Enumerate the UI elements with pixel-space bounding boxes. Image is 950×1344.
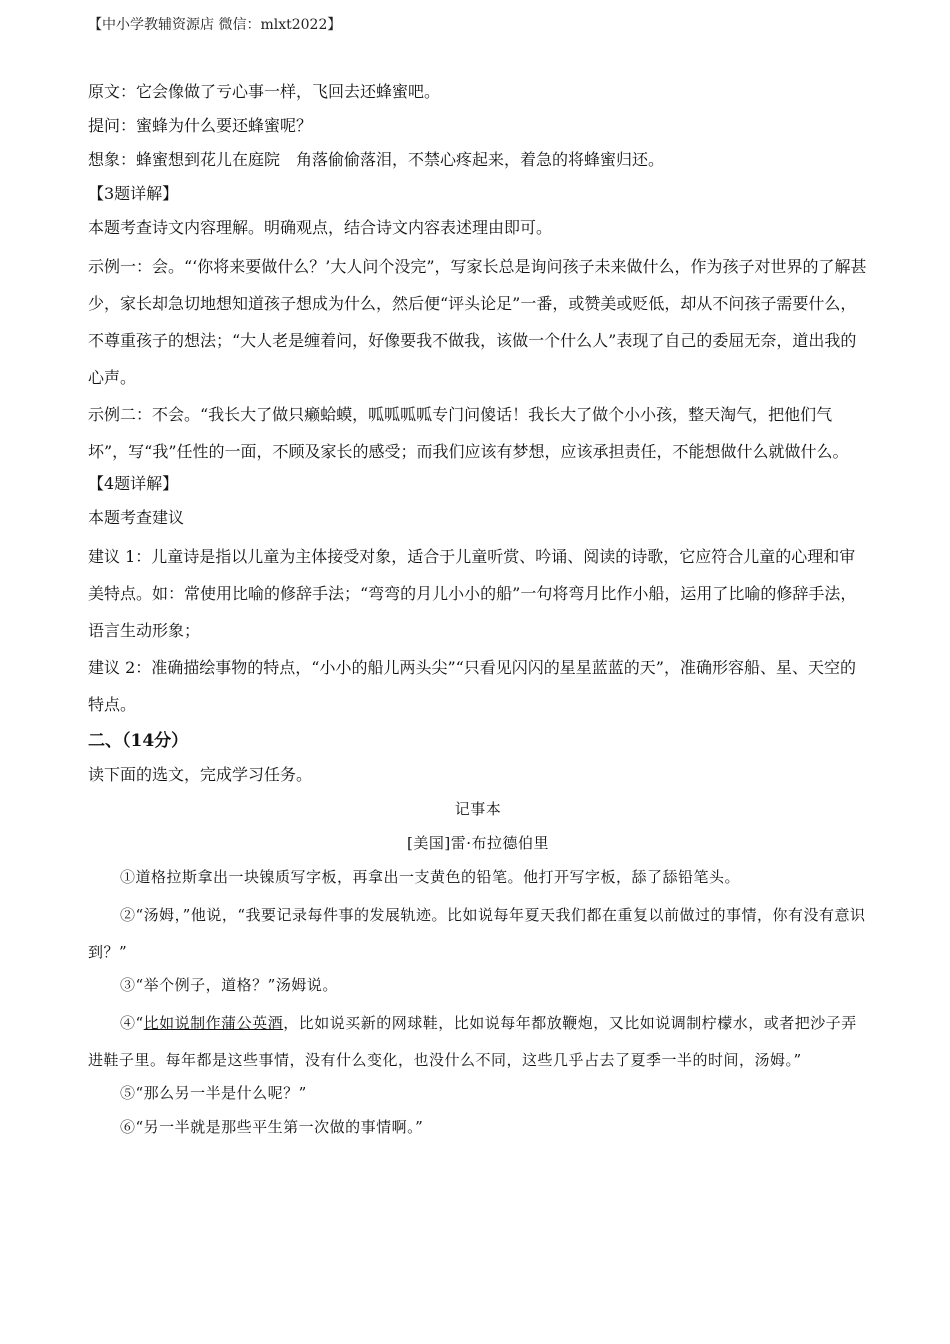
suggestion-two: 建议 2：准确描绘事物的特点，“小小的船儿两头尖”“只看见闪闪的星星蓝蓝的天”，准确形容船、星、天空的特点。 xyxy=(88,658,856,714)
original-text-line: 原文：它会像做了亏心事一样，飞回去还蜂蜜吧。 xyxy=(88,82,441,101)
example-two: 示例二：不会。“我长大了做只癞蛤蟆，呱呱呱呱专门问傻话！我长大了做个小小孩，整天淘气，把他们气坏”，写“我”任性的一面，不顾及家长的感受；而我们应该有梦想，应该承担责任，不能想做什么就做什么。 xyxy=(88,405,849,461)
underlined-phrase: 比如说制作蒲公英酒 xyxy=(143,1014,284,1032)
suggestion-one: 建议 1：儿童诗是指以儿童为主体接受对象，适合于儿童听赏、吟诵、阅读的诗歌，它应符合儿童的心理和审美特点。如：常使用比喻的修辞手法；“弯弯的月儿小小的船”一句将弯月比作小船，运用了比喻的修辞手法，语言生动形象； xyxy=(88,547,857,640)
story-author: [美国]雷·布拉德伯里 xyxy=(407,834,549,852)
question-line: 提问：蜜蜂为什么要还蜂蜜呢？ xyxy=(88,116,313,135)
section-two-heading: 二、（14分） xyxy=(88,731,189,751)
story-title: 记事本 xyxy=(454,800,502,818)
story-paragraph-4 xyxy=(88,1005,868,1079)
example-one: 示例一：会。“‘你将来要做什么？’大人问个没完”，写家长总是询问孩子未来做什么，作为孩子对世界的了解甚少，家长却急切地想知道孩子想成为什么，然后便“评头论足”一番，或赞美或贬低，却从不问孩子需要什么，不尊重孩子的想法；“大人老是缠着问，好像要我不做我，该做一个什么人”表现了自己的委屈无奈，道出我的心声。 xyxy=(88,257,867,387)
q3-heading: 【3题详解】 xyxy=(88,184,179,203)
story-paragraph-1: ①道格拉斯拿出一块镍质写字板，再拿出一支黄色的铅笔。他打开写字板，舔了舔铅笔头。 xyxy=(120,868,741,886)
imagination-part-a: 想象：蜂蜜想到花儿在庭院 xyxy=(88,150,281,169)
imagination-line xyxy=(88,146,868,174)
story-paragraph-2: ②“汤姆，”他说，“我要记录每件事的发展轨迹。比如说每年夏天我们都在重复以前做过的事情，你有没有意识到？” xyxy=(88,906,866,961)
page-header-watermark: 【中小学教辅资源店 微信：mlxt2022】 xyxy=(88,17,342,33)
story-paragraph-6: ⑥“另一半就是那些平生第一次做的事情啊。” xyxy=(120,1118,424,1136)
paragraph-4-rest: ，比如说买新的网球鞋，比如说每年都放鞭炮，又比如说调制柠檬水，或者把沙子弄进鞋子里。每年都是这些事情，没有什么变化，也没什么不同，这些几乎占去了夏季一半的时间，汤姆。” xyxy=(88,1014,857,1069)
q4-heading: 【4题详解】 xyxy=(88,474,179,493)
imagination-part-b: 角落偷偷落泪，不禁心疼起来，着急的将蜂蜜归还。 xyxy=(296,150,665,169)
q4-intro: 本题考查建议 xyxy=(88,508,185,527)
story-paragraph-3: ③“举个例子，道格？”汤姆说。 xyxy=(120,976,338,994)
section-two-instruction: 读下面的选文，完成学习任务。 xyxy=(88,765,313,784)
story-paragraph-5: ⑤“那么另一半是什么呢？” xyxy=(120,1084,307,1102)
q3-intro: 本题考查诗文内容理解。明确观点，结合诗文内容表述理由即可。 xyxy=(88,218,553,237)
document-body xyxy=(88,78,868,1147)
quote-open: ④“ xyxy=(120,1014,144,1032)
